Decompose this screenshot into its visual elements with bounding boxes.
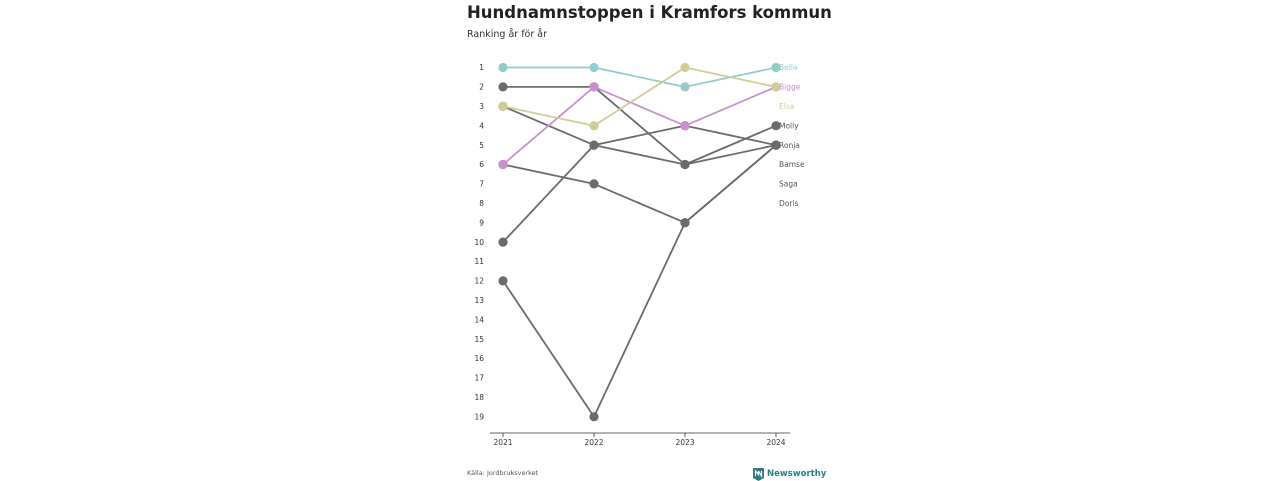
series-label-ronja: Ronja bbox=[779, 140, 800, 150]
series-label-saga: Saga bbox=[779, 179, 798, 189]
series-label-elsa: Elsa bbox=[779, 102, 795, 111]
series-line-doris bbox=[503, 145, 776, 417]
data-point-bigge bbox=[680, 121, 689, 130]
data-point-bamse bbox=[680, 160, 689, 169]
y-tick-label: 8 bbox=[479, 199, 484, 208]
y-tick-label: 19 bbox=[474, 412, 484, 422]
series-line-bamse bbox=[503, 87, 776, 165]
series-line-saga bbox=[503, 145, 776, 223]
data-point-bigge bbox=[589, 82, 598, 91]
y-tick-label: 6 bbox=[479, 160, 484, 170]
data-point-ronja bbox=[589, 141, 598, 150]
data-point-elsa bbox=[680, 63, 689, 72]
series-label-doris: Doris bbox=[779, 199, 799, 208]
y-tick-label: 5 bbox=[479, 140, 484, 150]
source-note: Källa: Jordbruksverket bbox=[467, 469, 539, 477]
y-tick-label: 16 bbox=[474, 354, 484, 364]
x-axis bbox=[490, 433, 790, 447]
data-point-elsa bbox=[589, 121, 598, 130]
data-point-doris bbox=[498, 276, 507, 285]
data-point-saga bbox=[589, 179, 598, 188]
y-tick-label: 18 bbox=[474, 393, 484, 402]
y-tick-label: 4 bbox=[479, 121, 484, 131]
brand-logo bbox=[753, 467, 826, 481]
data-point-bella bbox=[589, 63, 598, 72]
y-tick-label: 10 bbox=[474, 237, 484, 247]
newsworthy-logo-icon bbox=[753, 468, 764, 481]
series-label-bigge: Bigge bbox=[779, 82, 801, 92]
series-line-bella bbox=[503, 68, 776, 87]
end-labels bbox=[779, 63, 805, 208]
data-point-bella bbox=[680, 82, 689, 91]
data-point-bamse bbox=[498, 82, 507, 91]
x-tick-label: 2024 bbox=[766, 438, 786, 447]
data-point-bella bbox=[498, 63, 507, 72]
chart-subtitle: Ranking år för år bbox=[467, 29, 548, 40]
series-points bbox=[498, 63, 780, 421]
data-point-doris bbox=[589, 412, 598, 421]
data-point-doris bbox=[680, 218, 689, 227]
y-axis bbox=[474, 63, 484, 421]
series-label-molly: Molly bbox=[779, 121, 799, 131]
data-point-bigge bbox=[498, 160, 507, 169]
y-tick-label: 2 bbox=[479, 82, 484, 92]
chart-title: Hundnamnstoppen i Kramfors kommun bbox=[467, 3, 832, 22]
y-tick-label: 11 bbox=[474, 257, 484, 267]
brand-name: Newsworthy bbox=[767, 469, 827, 479]
series-label-bella: Bella bbox=[779, 63, 798, 73]
x-tick-label: 2023 bbox=[675, 438, 695, 447]
y-tick-label: 15 bbox=[474, 334, 484, 344]
series-label-bamse: Bamse bbox=[779, 160, 805, 170]
y-tick-label: 9 bbox=[479, 218, 484, 228]
data-point-elsa bbox=[498, 102, 507, 111]
y-tick-label: 13 bbox=[474, 296, 484, 305]
y-tick-label: 14 bbox=[474, 315, 484, 325]
y-tick-label: 17 bbox=[474, 373, 484, 383]
data-point-molly bbox=[498, 238, 507, 247]
series-lines bbox=[503, 68, 776, 417]
y-tick-label: 7 bbox=[479, 179, 484, 189]
y-tick-label: 3 bbox=[479, 102, 484, 111]
x-tick-label: 2021 bbox=[493, 438, 513, 447]
y-tick-label: 1 bbox=[479, 63, 484, 73]
x-tick-label: 2022 bbox=[584, 438, 604, 447]
series-line-molly bbox=[503, 126, 776, 242]
y-tick-label: 12 bbox=[474, 276, 484, 286]
